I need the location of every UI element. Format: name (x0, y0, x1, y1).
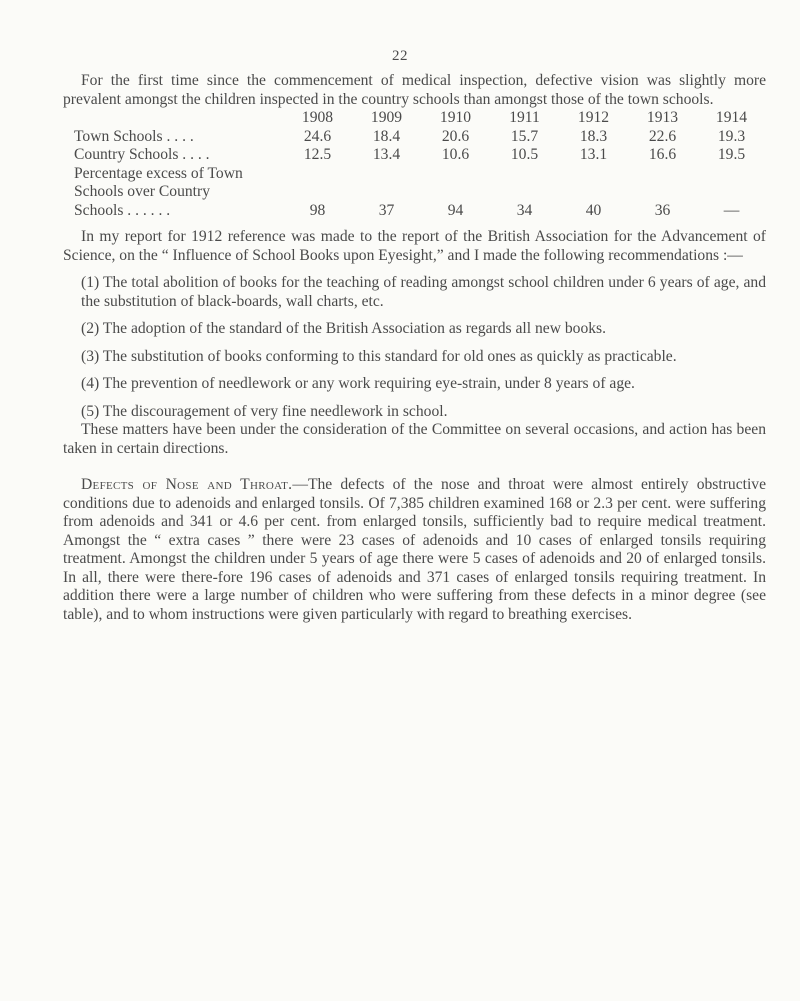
intro-paragraph: For the first time since the commencement of medical inspection, defective vision was slightly more prevalent amongst the children inspected in the country schools than amongst those of the town schools. (63, 72, 766, 108)
page-number: 22 (392, 48, 408, 64)
row-label-country: Country Schools . . . . (74, 146, 210, 163)
table-cell: 19.3 (717, 127, 746, 145)
recommendation-item: (5) The discouragement of very fine needlework in school. (81, 402, 448, 420)
table-cell: 37 (378, 201, 395, 219)
table-corner (63, 109, 283, 128)
table-row (63, 165, 766, 221)
table-cell: 34 (516, 201, 533, 219)
year-header: 1912 (577, 109, 610, 126)
table-cell: 18.3 (579, 127, 608, 145)
recommendation-item: (3) The substitution of books conforming to this standard for old ones as quickly as practicable. (81, 347, 677, 365)
table-cell: 13.1 (579, 146, 608, 163)
table-cell: 13.4 (372, 146, 401, 163)
table-cell: 36 (654, 201, 671, 219)
table-cell: 19.5 (717, 146, 746, 163)
table-header-row (63, 109, 766, 128)
table-row (63, 128, 766, 147)
table-cell: 10.6 (441, 146, 470, 163)
table-cell: 10.5 (510, 146, 539, 163)
row-label-line: Schools over Country (74, 183, 211, 200)
committee-paragraph: These matters have been under the consideration of the Committee on several occasions, and action has been taken in certain directions. (63, 421, 766, 457)
row-label-excess (63, 165, 283, 221)
table-cell: 94 (447, 201, 464, 219)
row-label-town: Town Schools . . . . (74, 127, 194, 145)
recommendation-item: (2) The adoption of the standard of the British Association as regards all new books. (81, 320, 607, 337)
year-header: 1909 (370, 109, 403, 126)
table-cell: — (723, 201, 740, 219)
row-label-line: Percentage excess of Town (74, 164, 243, 182)
year-header: 1914 (715, 109, 748, 126)
year-header: 1911 (509, 109, 540, 126)
table-cell: 18.4 (372, 127, 401, 145)
table-cell: 40 (585, 201, 602, 219)
table-cell: 15.7 (510, 127, 539, 145)
table-cell: 20.6 (441, 127, 470, 145)
vision-defects-table (63, 109, 766, 220)
year-header: 1913 (646, 109, 679, 126)
table-cell: 24.6 (303, 127, 332, 145)
defects-body: —The defects of the nose and throat were almost entirely obstructive conditions due to adenoids and enlarged tonsils. Of 7,385 children examined 168 or 2.3 per cent. were suffering from adenoids and 341 or 4.6 per cent. from enlarged tonsils, sufficiently bad to require medical treatment. Amongst the “ extra cases ” there were 23 cases of adenoids and 10 cases of enlarged tonsils requiring treatment. Amongst the children under 5 years of age there were 5 cases of adenoids and 20 of enlarged tonsils. In all, there were there-fore 196 cases of adenoids and 371 cases of enlarged tonsils requiring treatment. In addition there were a large number of children who were suffering from these defects in a minor degree (see table), and to whom instructions were given particularly with regard to breathing exercises. (63, 476, 766, 623)
recommendation-item: (4) The prevention of needlework or any work requiring eye-strain, under 8 years of age. (81, 375, 635, 392)
table-cell: 22.6 (648, 127, 677, 145)
year-header: 1910 (439, 109, 472, 126)
table-row (63, 146, 766, 165)
defects-paragraph (63, 476, 766, 624)
page-content (63, 72, 766, 624)
table-cell: 98 (309, 201, 326, 219)
row-label-line: Schools . . . . . . (74, 201, 171, 219)
recommendation-item: (1) The total abolition of books for the teaching of reading amongst school children under 6 years of age, and the substitution of black-boards, wall charts, etc. (81, 274, 766, 310)
year-header: 1908 (301, 109, 334, 126)
table-cell: 16.6 (648, 146, 677, 163)
section-heading: Defects of Nose and Throat. (81, 476, 293, 493)
report-paragraph: In my report for 1912 reference was made to the report of the British Association for the Advancement of Science, on the “ Influence of School Books upon Eyesight,” and I made the following recommendations :— (63, 228, 766, 264)
table-cell: 12.5 (303, 146, 332, 163)
